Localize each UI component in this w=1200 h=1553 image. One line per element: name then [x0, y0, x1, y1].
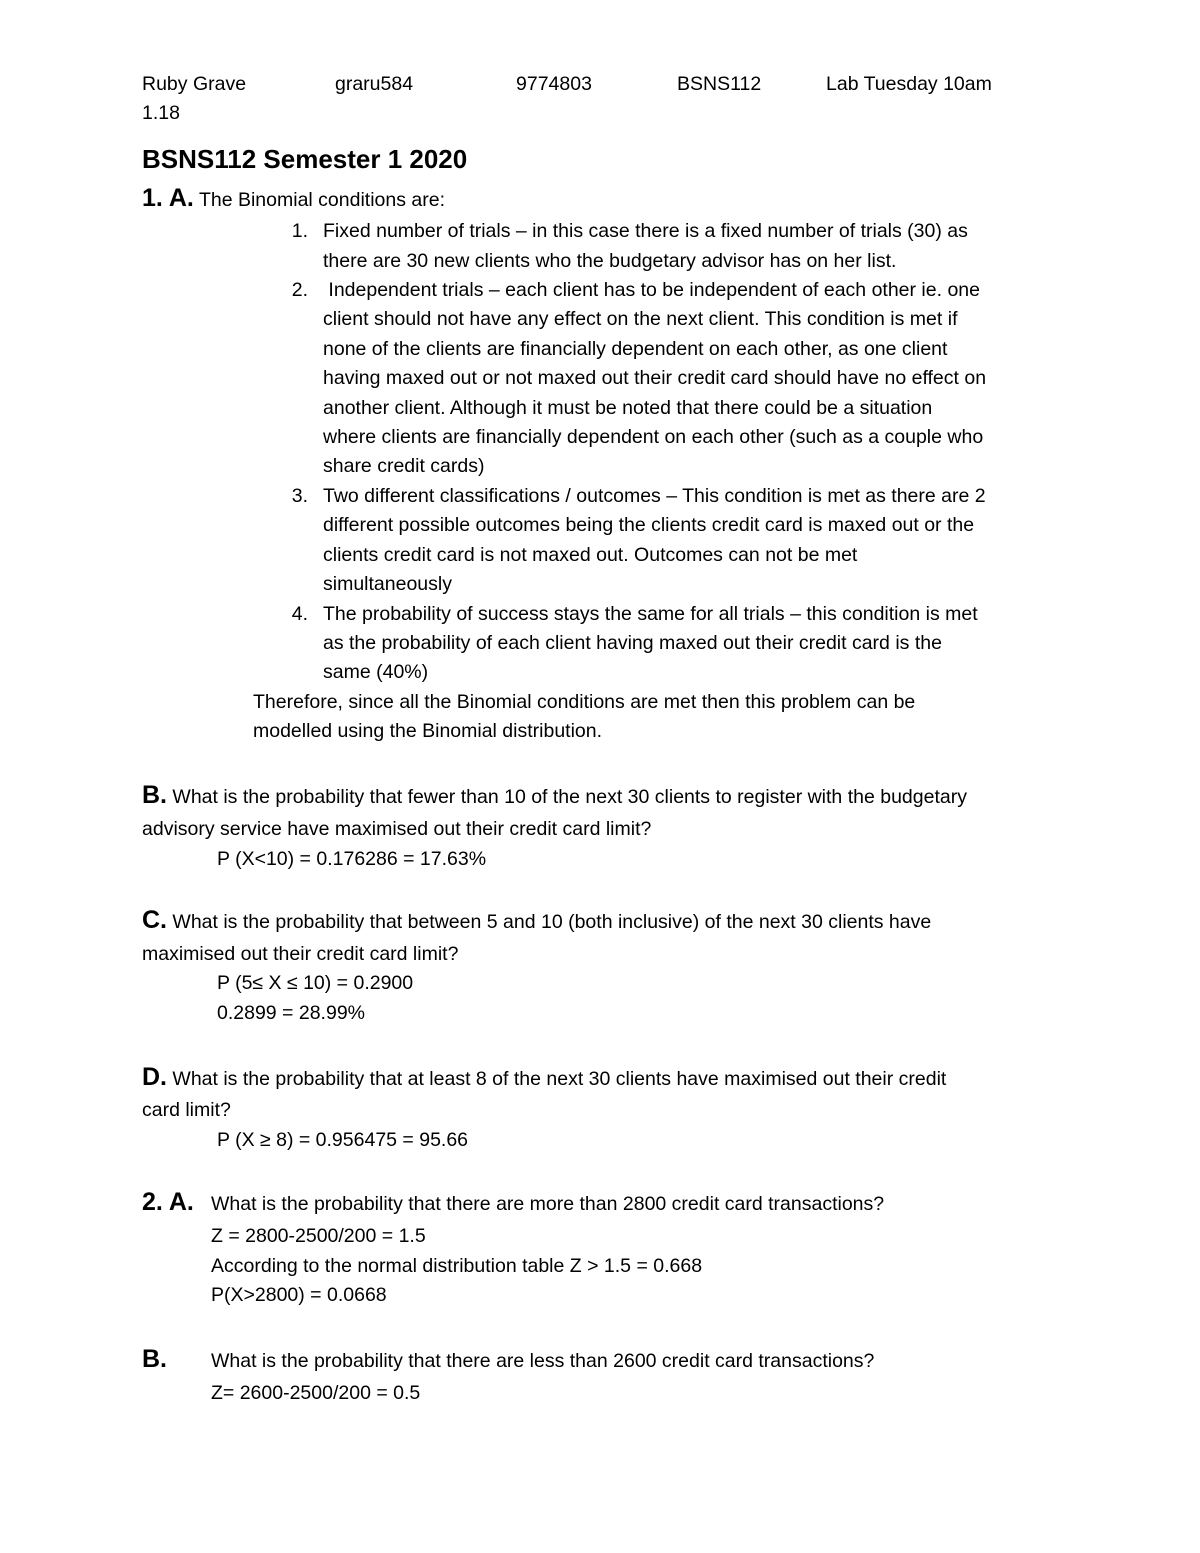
course-code: BSNS112	[677, 73, 762, 95]
q1c-question	[142, 906, 931, 938]
q2a-answer: Z = 2800-2500/200 = 1.5	[211, 1225, 426, 1247]
list-item-line: as the probability of each client having maxed out their credit card is the	[323, 632, 942, 654]
q2b-label: B.	[142, 1345, 167, 1373]
list-item-line: same (40%)	[323, 661, 429, 683]
student-username: graru584	[335, 73, 414, 95]
q1b-question	[142, 781, 967, 813]
q2b-answer: Z= 2600-2500/200 = 0.5	[211, 1382, 421, 1404]
q2b-question: What is the probability that there are less than 2600 credit card transactions?	[211, 1350, 875, 1372]
q1d-question	[142, 1063, 946, 1095]
q1d-answer: P (X ≥ 8) = 0.956475 = 95.66	[217, 1129, 469, 1151]
list-item-line: Independent trials – each client has to be independent of each other ie. one	[323, 279, 980, 301]
list-item-line: there are 30 new clients who the budgetary advisor has on her list.	[323, 250, 897, 272]
student-id: 9774803	[516, 73, 592, 95]
q1a-conclusion-line: modelled using the Binomial distribution.	[253, 720, 603, 742]
list-item-number: 1.	[291, 220, 308, 242]
list-item-line: Two different classifications / outcomes – This condition is met as there are 2	[323, 485, 986, 507]
q1c-label: C.	[142, 906, 167, 934]
q1c-question-line: What is the probability that between 5 and 10 (both inclusive) of the next 30 clients have	[172, 911, 932, 933]
q1b-question-line: What is the probability that fewer than 10 of the next 30 clients to register with the budgetary	[172, 786, 967, 808]
q2a-label: 2. A.	[142, 1188, 194, 1216]
student-name: Ruby Grave	[142, 73, 247, 95]
lab-session: Lab Tuesday 10am	[826, 73, 992, 95]
version-number: 1.18	[142, 102, 180, 124]
list-item-line: The probability of success stays the same for all trials – this condition is met	[323, 603, 978, 625]
list-item-line: another client. Although it must be noted that there could be a situation	[323, 397, 933, 419]
q1d-question-line: card limit?	[142, 1099, 231, 1121]
q1c-question-line: maximised out their credit card limit?	[142, 943, 459, 965]
list-item-line: simultaneously	[323, 573, 452, 595]
q1a-heading	[142, 184, 445, 216]
q1d-label: D.	[142, 1063, 167, 1091]
list-item-line: where clients are financially dependent on each other (such as a couple who	[323, 426, 984, 448]
q2a-answer: According to the normal distribution table Z > 1.5 = 0.668	[211, 1255, 703, 1277]
q1c-answer: 0.2899 = 28.99%	[217, 1002, 366, 1024]
list-item-line: Fixed number of trials – in this case there is a fixed number of trials (30) as	[323, 220, 968, 242]
q1b-answer: P (X<10) = 0.176286 = 17.63%	[217, 848, 487, 870]
list-item-number: 2.	[291, 279, 308, 301]
list-item-line: different possible outcomes being the clients credit card is maxed out or the	[323, 514, 975, 536]
q1a-label: 1. A.	[142, 184, 194, 212]
q1d-question-line: What is the probability that at least 8 of the next 30 clients have maximised out their credit	[172, 1068, 947, 1090]
list-item-number: 3.	[291, 485, 308, 507]
q2a-question: What is the probability that there are more than 2800 credit card transactions?	[211, 1193, 885, 1215]
list-item-number: 4.	[291, 603, 308, 625]
list-item-line: clients credit card is not maxed out. Outcomes can not be met	[323, 544, 858, 566]
q1c-answer: P (5≤ X ≤ 10) = 0.2900	[217, 972, 414, 994]
page-title: BSNS112 Semester 1 2020	[142, 144, 468, 174]
q1b-label: B.	[142, 781, 167, 809]
list-item-line: having maxed out or not maxed out their credit card should have no effect on	[323, 367, 987, 389]
list-item-line: client should not have any effect on the next client. This condition is met if	[323, 308, 958, 330]
q1a-intro: The Binomial conditions are:	[198, 189, 445, 211]
list-item-line: share credit cards)	[323, 455, 485, 477]
q1a-conclusion-line: Therefore, since all the Binomial conditions are met then this problem can be	[253, 691, 916, 713]
q1b-question-line: advisory service have maximised out their credit card limit?	[142, 818, 652, 840]
q2a-answer: P(X>2800) = 0.0668	[211, 1284, 387, 1306]
list-item-line: none of the clients are financially dependent on each other, as one client	[323, 338, 948, 360]
